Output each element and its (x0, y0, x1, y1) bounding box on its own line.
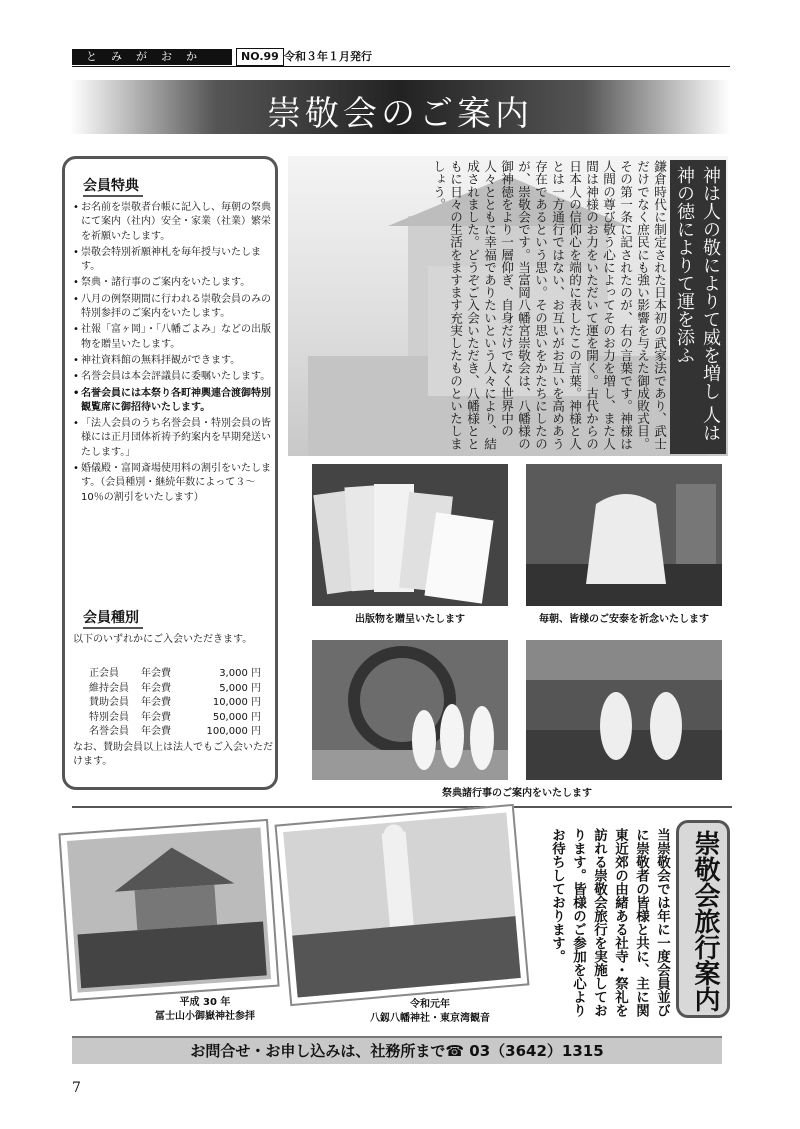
prayer-caption: 毎朝、皆様のご安泰を祈念いたします (539, 614, 709, 625)
header-rule (72, 66, 730, 67)
travel-photo-2-caption (340, 998, 520, 1026)
fee-row (89, 696, 269, 711)
fee-amt: 5,000 円 (219, 682, 261, 694)
types-heading: 会員種別 (83, 610, 139, 626)
publications-illustration (312, 464, 508, 606)
travel-illustration-1 (61, 821, 278, 999)
intro-text: 鎌倉時代に制定された日本初の武家法であり、武士だけでなく庶民にも強い影響を与えた御成敗式目。その第一条に記されたのが、右の言葉です。神様は人間の尊び敬う心によってそのお力を増し、また人間は神様のお力をいただいて運を開く。古代からの日本人の信仰心を端的に表したこの言葉。神様と人とは一方通行ではない、お互いがお互いを高めあう存在であるという思い。その思いをかたちにしたのが、崇敬会です。当富岡八幡宮崇敬会は、八幡様の御神徳をより一層仰ぎ、自身だけでなく世界中の人々とともに幸福でありたいという人々により、結成されました。どうぞご入会いただき、八幡様とともに日々の生活をますます充実したものといたしましょう。 (431, 160, 667, 450)
fee-name: 維持会員 (89, 682, 129, 694)
types-intro: 以下のいずれかにご入会いただきます。 (73, 634, 253, 645)
contact-bar: お問合せ・お申し込みは、社務所まで☎ 03（3642）1315 (72, 1036, 722, 1064)
benefit-item: • 神社資料館の無料拝観ができます。 (73, 354, 273, 368)
festival-caption: 祭典諸行事のご案内をいたします (442, 788, 592, 799)
newsletter-name: とみがおか (72, 49, 232, 65)
fee-table (89, 667, 269, 740)
fee-row (89, 725, 269, 740)
fee-amt: 50,000 円 (212, 711, 261, 723)
issue-date: 令和３年１月発行 (284, 50, 372, 63)
title-banner (70, 80, 730, 134)
benefits-heading: 会員特典 (83, 178, 139, 194)
benefit-item: • 「法人会員のうち名誉会員・特別会員の皆様には正月団体祈祷予約案内を早期発送いたします。」 (73, 417, 273, 460)
travel-title: 崇敬会旅行案内 (676, 820, 730, 1018)
benefit-item: • 社報「富ヶ岡」・「八幡ごよみ」などの出版物を贈呈いたします。 (73, 323, 273, 352)
issue-number: NO.99 (236, 48, 284, 66)
fee-label: 年会費 (141, 711, 171, 723)
benefit-item: • 名誉会員には本祭り各町神輿連合渡御特別観覧席に御招待いたします。 (73, 387, 273, 416)
fee-label: 年会費 (141, 726, 171, 737)
travel-photo-1 (58, 819, 279, 1001)
fee-label: 年会費 (141, 668, 171, 679)
page-title: 崇敬会のご案内 (267, 94, 533, 134)
publications-photo (312, 464, 508, 606)
fee-label: 年会費 (141, 682, 171, 694)
fee-row (89, 667, 269, 682)
travel-photo-2 (275, 804, 530, 1006)
motto-banner: 神は人の敬によりて威を増し 人は神の徳によりて運を添ふ (670, 160, 726, 454)
travel-text: 当崇敬会では年に一度会員並びに崇敬者の皆様と共に、主に関東近郊の由緒ある社寺・祭礼を訪れる崇敬会旅行を実施しております。皆様のご参加を心よりお待ちしております。 (549, 828, 670, 1017)
festival-illustration-2 (526, 640, 722, 780)
travel-photo-1-year: 平成 30 年 (179, 997, 231, 1008)
fee-amt: 3,000 円 (219, 668, 261, 679)
benefits-list (73, 201, 273, 507)
benefit-item: • 婚儀殿・富岡斎場使用料の割引をいたします。（会員種別・継続年数によって３～10％の割引をいたします） (73, 462, 273, 505)
festival-photo-2 (526, 640, 722, 780)
prayer-illustration (526, 464, 722, 606)
fee-name: 賛助会員 (89, 697, 129, 708)
fee-row (89, 682, 269, 697)
types-heading-underline (83, 627, 143, 629)
prayer-photo (526, 464, 722, 606)
fee-label: 年会費 (141, 697, 171, 708)
fee-row (89, 711, 269, 726)
travel-photo-1-place: 冨士山小御嶽神社参拝 (155, 1011, 255, 1022)
travel-photo-2-year: 令和元年 (410, 999, 450, 1010)
fee-name: 正会員 (89, 668, 119, 679)
fee-name: 名誉会員 (89, 726, 129, 737)
benefit-item: • 祭典・諸行事のご案内をいたします。 (73, 276, 273, 290)
benefit-item: • 八月の例祭期間に行われる崇敬会員のみの特別参拝のご案内をいたします。 (73, 293, 273, 322)
travel-photo-2-place: 八釼八幡神社・東京湾観音 (370, 1013, 490, 1024)
festival-illustration-1 (312, 640, 508, 780)
travel-photo-1-caption (130, 996, 280, 1024)
fee-name: 特別会員 (89, 711, 129, 723)
publications-caption: 出版物を贈呈いたします (355, 614, 465, 625)
festival-photo-1 (312, 640, 508, 780)
fee-amt: 10,000 円 (212, 697, 261, 708)
benefit-item: • 名誉会員は本会評議員に委嘱いたします。 (73, 370, 273, 384)
types-note: なお、賛助会員以上は法人でもご入会いただけます。 (73, 742, 273, 768)
travel-illustration-2 (277, 806, 528, 1004)
benefits-box (62, 156, 278, 790)
benefit-item: • お名前を崇敬者台帳に記入し、毎朝の祭典にて案内（社内）安全・家業（社業）繁栄を祈願いたします。 (73, 201, 273, 244)
benefits-heading-underline (83, 195, 143, 197)
page-number: 7 (72, 1080, 81, 1096)
benefit-item: • 崇敬会特別祈願神札を毎年授与いたします。 (73, 246, 273, 275)
fee-amt: 100,000 円 (206, 726, 261, 737)
